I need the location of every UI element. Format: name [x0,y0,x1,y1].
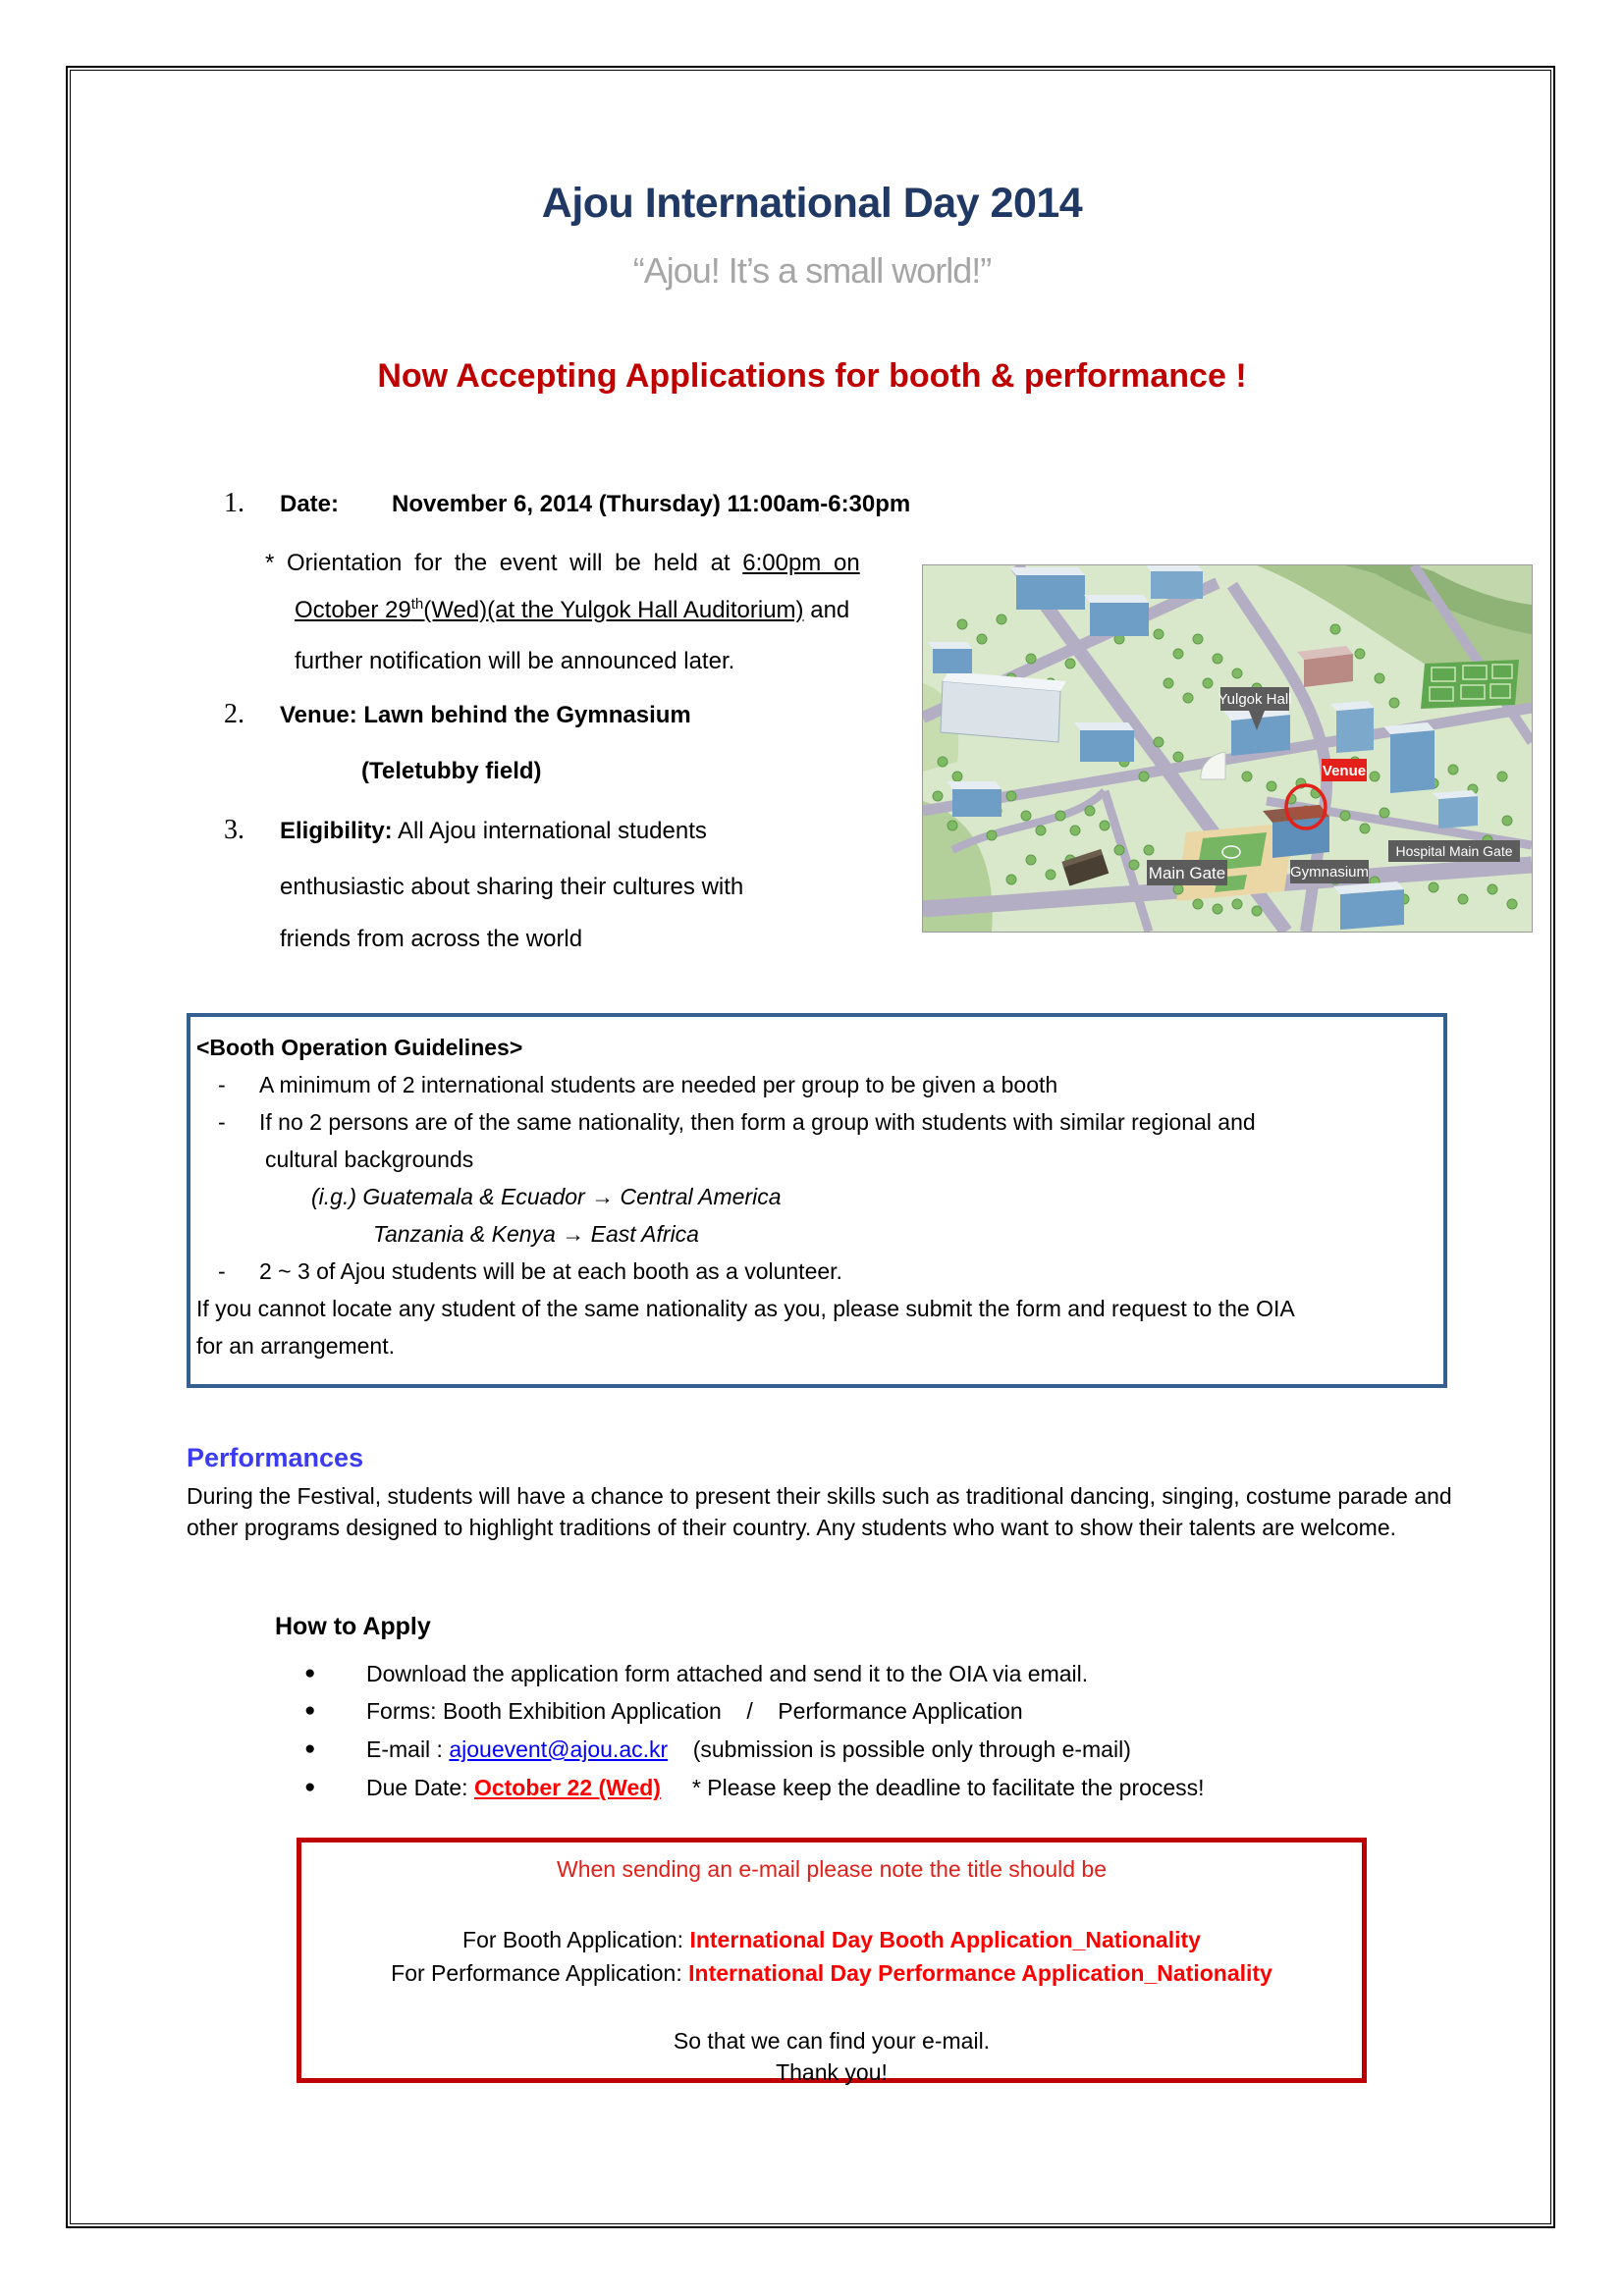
venue-sub-line: (Teletubby field) [361,758,542,784]
apply-item-due-date: Due Date: October 22 (Wed) * Please keep the deadline to facilitate the process! [366,1775,1205,1800]
apply-item-email: E-mail : ajouevent@ajou.ac.kr (submission is possible only through e-mail) [366,1736,1131,1762]
eligibility-line-3: friends from across the world [280,926,583,952]
guidelines-item-2-cont: cultural backgrounds [265,1147,474,1172]
venue-line: Venue: Lawn behind the Gymnasium [280,702,691,728]
guidelines-item-2: - If no 2 persons are of the same nationality, then form a group with students with similar regional and [196,1103,1434,1141]
how-to-apply-heading: How to Apply [275,1613,431,1640]
eligibility-line-2: enthusiastic about sharing their cultures with [280,874,744,900]
announcement-heading: Now Accepting Applications for booth & performance ! [377,357,1247,395]
bullet-marker: ● [304,1700,316,1721]
email-note-footer-2: Thank you! [776,2059,888,2085]
guidelines-item-1: - A minimum of 2 international students are needed per group to be given a booth [196,1066,1434,1103]
eligibility-line: Eligibility: All Ajou international students [280,818,707,844]
campus-map-image [922,564,1533,933]
orientation-line-2: October 29th(Wed)(at the Yulgok Hall Auditorium) and [295,596,850,623]
guidelines-box [187,1013,1447,1388]
guidelines-heading: <Booth Operation Guidelines> [196,1035,523,1060]
list-number-3: 3. [224,815,244,845]
bullet-marker: ● [304,1738,316,1759]
dash-marker: - [218,1258,226,1284]
dash-marker: - [218,1109,226,1135]
dash-marker: - [218,1072,226,1097]
guidelines-note-1: If you cannot locate any student of the same nationality as you, please submit the form and request to the OIA [196,1296,1295,1321]
bullet-marker: ● [304,1663,316,1683]
booth-application-title-line: For Booth Application: International Day Booth Application_Nationality [462,1927,1201,1952]
bullet-marker: ● [304,1777,316,1797]
performances-heading: Performances [187,1443,364,1472]
page-title: Ajou International Day 2014 [541,180,1083,227]
guidelines-item-3: - 2 ~ 3 of Ajou students will be at each booth as a volunteer. [196,1253,1434,1290]
map-label-venue: Venue [1322,763,1367,779]
map-label-hospital-main-gate: Hospital Main Gate [1395,843,1513,859]
email-note-header: When sending an e-mail please note the title should be [556,1856,1108,1882]
email-link[interactable]: ajouevent@ajou.ac.kr [449,1736,669,1762]
date-line: Date: November 6, 2014 (Thursday) 11:00am-6:30pm [280,491,911,517]
orientation-line-1: * Orientation for the event will be held at 6:00pm on [265,550,860,576]
booth-application-title-value: International Day Booth Application_Nationality [689,1927,1201,1952]
map-label-gymnasium: Gymnasium [1289,864,1370,881]
apply-item-download: Download the application form attached and send it to the OIA via email. [366,1661,1089,1686]
guidelines-example-2: Tanzania & Kenya → East Africa [373,1221,699,1247]
performance-application-title-line: For Performance Application: International Day Performance Application_Nationality [391,1960,1272,1986]
map-label-yulgok-hall: Yulgok Hall [1218,691,1292,708]
map-tennis-courts [1421,660,1519,709]
apply-item-forms: Forms: Booth Exhibition Application / Performance Application [366,1698,1023,1724]
due-date-value: October 22 (Wed) [473,1775,661,1800]
orientation-line-3: further notification will be announced later. [295,648,735,674]
guidelines-example-1: (i.g.) Guatemala & Ecuador → Central America [311,1184,782,1209]
map-label-main-gate: Main Gate [1148,864,1226,882]
list-number-2: 2. [224,699,244,729]
guidelines-note-2: for an arrangement. [196,1333,396,1359]
list-number-1: 1. [224,488,244,518]
performance-application-title-value: International Day Performance Application_Nationality [688,1960,1272,1986]
page-subtitle: “Ajou! It’s a small world!” [632,250,992,291]
performances-paragraph: During the Festival, students will have a chance to present their skills such as traditional dancing, singing, costume parade and other programs designed to highlight traditions of their country. Any students who want to show their talents are welcome. [187,1483,1452,1540]
email-note-footer-1: So that we can find your e-mail. [673,2028,991,2054]
email-note-box [297,1838,1367,2083]
